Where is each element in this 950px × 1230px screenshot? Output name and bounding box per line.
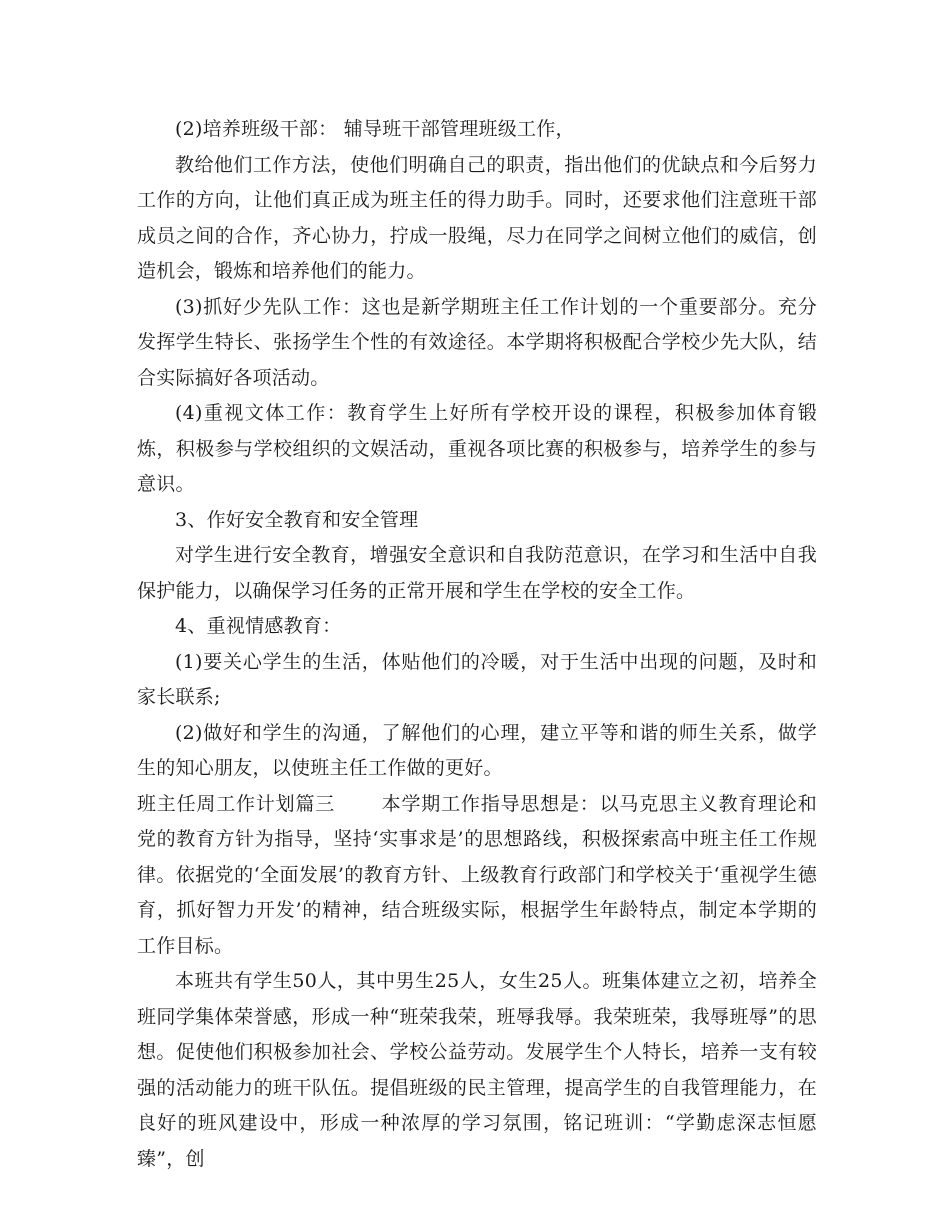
section-heading: 班主任周工作计划篇三 (137, 792, 336, 815)
document-body (137, 112, 817, 1177)
paragraph-culture-sports: (4)重视文体工作：教育学生上好所有学校开设的课程，积极参加体育锻炼，积极参与学校组织的文娱活动，重视各项比赛的积极参与，培养学生的参与意识。 (137, 402, 817, 495)
paragraph-class-overview: 本班共有学生50人，其中男生25人，女生25人。班集体建立之初，培养全班同学集体荣誉感，形成一种“班荣我荣，班辱我辱。我荣班荣，我辱班辱”的思想。促使他们积极参加社会、学校公益劳动。发展学生个人特长，培养一支有较强的活动能力的班干队伍。提倡班级的民主管理，提高学生的自我管理能力，在良好的班风建设中，形成一种浓厚的学习氛围，铭记班训：“学勤虑深志恒愿臻”，创 (137, 970, 817, 1170)
paragraph-safety-heading: 3、作好安全教育和安全管理 (175, 508, 419, 531)
paragraph-emotion-communication: (2)做好和学生的沟通，了解他们的心理，建立平等和谐的师生关系，做学生的知心朋友，以使班主任工作做的更好。 (137, 721, 817, 779)
paragraph-emotion-heading: 4、重视情感教育： (175, 615, 342, 637)
paragraph-cadre-heading: (2)培养班级干部： 辅导班干部管理班级工作， (175, 118, 575, 140)
paragraph-young-pioneers: (3)抓好少先队工作：这也是新学期班主任工作计划的一个重要部分。充分发挥学生特长、张扬学生个性的有效途径。本学期将积极配合学校少先大队，结合实际搞好各项活动。 (137, 295, 817, 389)
paragraph-section-three (137, 787, 817, 965)
paragraph-safety-detail: 对学生进行安全教育，增强安全意识和自我防范意识，在学习和生活中自我保护能力，以确保学习任务的正常开展和学生在学校的安全工作。 (137, 544, 817, 602)
paragraph-cadre-detail: 教给他们工作方法，使他们明确自己的职责，指出他们的优缺点和今后努力工作的方向，让他们真正成为班主任的得力助手。同时，还要求他们注意班干部成员之间的合作，齐心协力，拧成一股绳，尽力在同学之间树立他们的威信，创造机会，锻炼和培养他们的能力。 (137, 153, 817, 282)
paragraph-emotion-care: (1)要关心学生的生活，体贴他们的冷暖，对于生活中出现的问题，及时和家长联系; (137, 650, 817, 708)
section-lead: 本学期工作指导思想是：以马克思主义教育理论和党的教育方针为指导，坚持‘实事求是’的思想路线，积极探索高中班主任工作规律。依据党的‘全面发展’的教育方针、上级教育行政部门和学校关于‘重视学生德育，抓好智力开发’的精神，结合班级实际，根据学生年龄特点，制定本学期的工作目标。 (137, 792, 817, 957)
